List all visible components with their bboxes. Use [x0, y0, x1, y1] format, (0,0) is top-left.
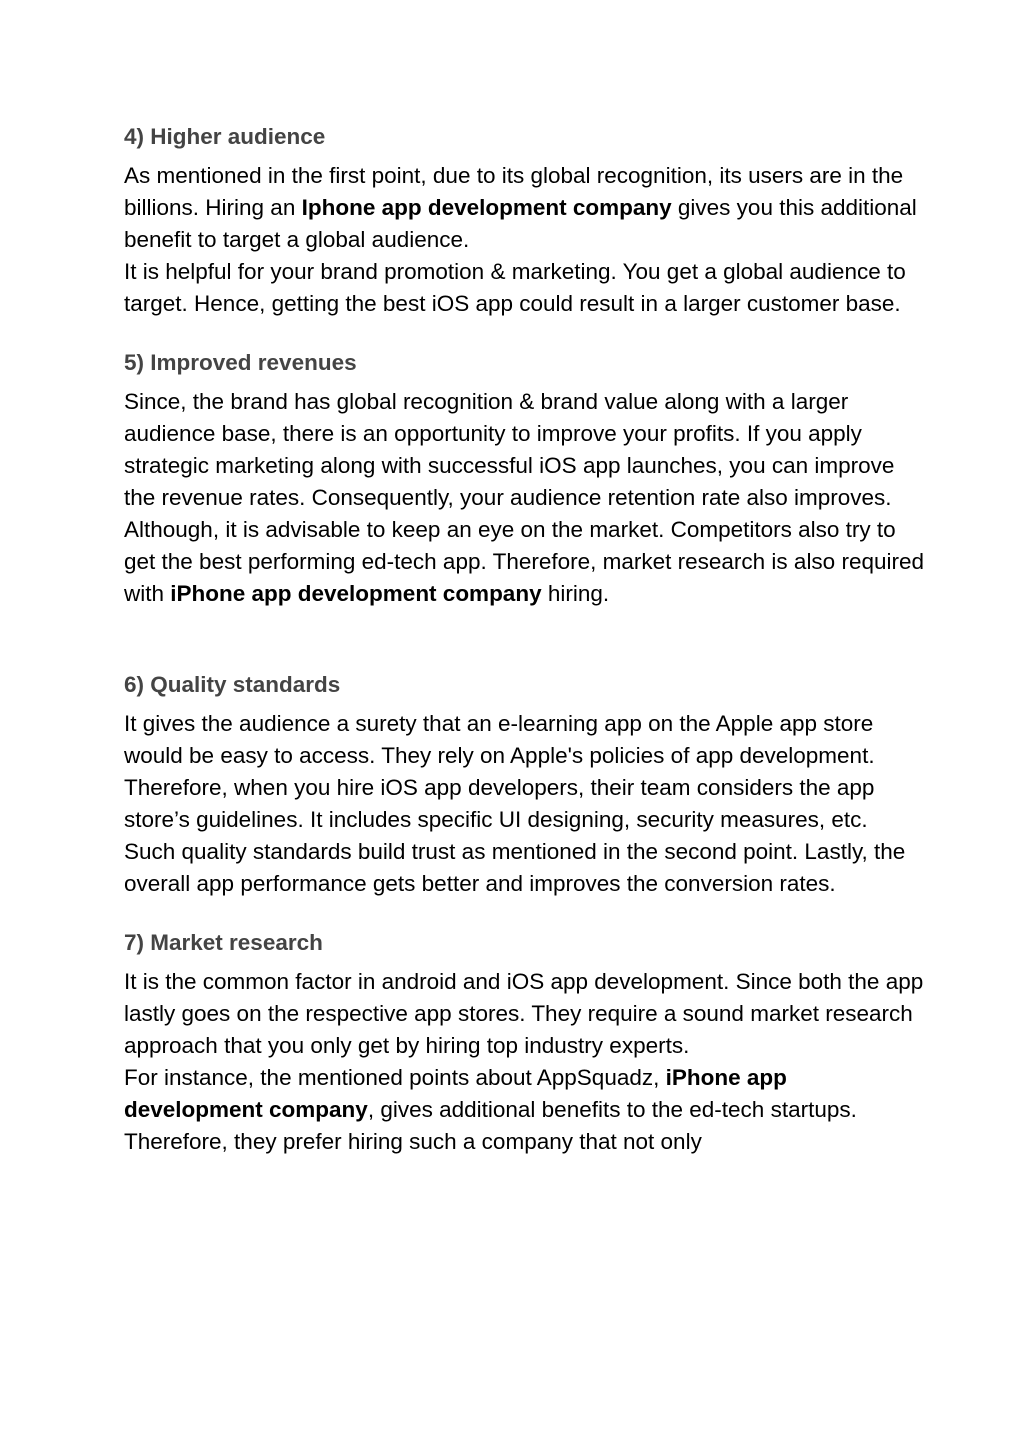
document-page — [124, 121, 924, 1158]
paragraph-text: gives you this additional benefit to target a global audience. — [124, 195, 917, 252]
paragraph — [124, 514, 924, 610]
paragraph — [124, 160, 924, 256]
bold-text: Iphone app development company — [301, 195, 672, 220]
paragraph: Since, the brand has global recognition & brand value along with a larger audience base, there is an opportunity to improve your profits. If you apply strategic marketing along with successful iOS app launches, you can improve the revenue rates. Consequently, your audience retention rate also improves. — [124, 389, 895, 510]
paragraph: It is the common factor in android and iOS app development. Since both the app lastly goes on the respective app stores. They require a sound market research approach that you only get by hiring top industry experts. — [124, 969, 924, 1058]
section-heading: 4) Higher audience — [124, 124, 326, 149]
bold-text: iPhone app development company — [124, 1065, 787, 1122]
section-heading: 5) Improved revenues — [124, 350, 357, 375]
paragraph-text: , gives additional benefits to the ed-tech startups. Therefore, they prefer hiring such a company that not only — [124, 1097, 857, 1154]
section-higher-audience — [124, 121, 924, 320]
paragraph-text: hiring. — [541, 581, 610, 606]
paragraph — [124, 1062, 924, 1158]
section-improved-revenues — [124, 347, 924, 610]
paragraph: Therefore, when you hire iOS app developers, their team considers the app store’s guidelines. It includes specific UI designing, security measures, etc. Such quality standards build trust as mentioned in the second point. Lastly, the overall app performance gets better and improves the conversion rates. — [124, 775, 906, 896]
paragraph: It gives the audience a surety that an e-learning app on the Apple app store would be easy to access. They rely on Apple's policies of app development. — [124, 711, 875, 768]
paragraph-text: As mentioned in the first point, due to its global recognition, its users are in the billions. Hiring an — [124, 163, 904, 220]
paragraph: It is helpful for your brand promotion & marketing. You get a global audience to target. Hence, getting the best iOS app could result in a larger customer base. — [124, 259, 906, 316]
paragraph-text: Although, it is advisable to keep an eye on the market. Competitors also try to get the best performing ed-tech app. Therefore, market research is also required with — [124, 517, 925, 606]
bold-text: iPhone app development company — [170, 581, 542, 606]
section-heading: 6) Quality standards — [124, 672, 341, 697]
section-market-research — [124, 927, 924, 1158]
section-quality-standards — [124, 669, 924, 900]
paragraph-text: For instance, the mentioned points about AppSquadz, — [124, 1065, 666, 1090]
section-heading: 7) Market research — [124, 930, 323, 955]
